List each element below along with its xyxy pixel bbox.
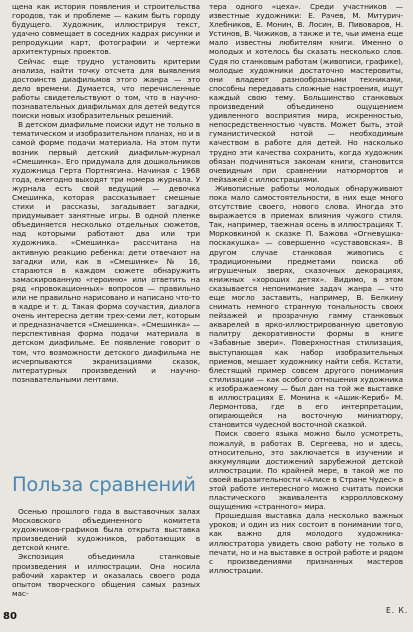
right-paragraph-1: тера одного «цеха». Среди участников — известные художники: Е. Рачев, М. Митурич-Хлебников, Е. Монин, В. Лосин, В. Пивоваров, Н. Устинов, В. Чижиков, а также и те, чьи имена еще мало известны любителям книги. Именно о молодых и хотелось бы сказать несколько слов. Судя по станковым работам (живописи, графике), молодые художники достаточно мастеровиты, они владеют разнообразными техниками, способны передавать сложные настроения, ищут каждый свою тему. Большинство станковых произведений объединено ощущением удивленного восприятия мира, искренностью, непосредственностью чувств. Может быть, этой гуманистической нотой — необходимым качеством в работе для детей. Но насколько трудно эти качества сохранить, когда художник обязан подчиняться законам книги, становится очевидным при сравнении натюрмортов и пейзажей с иллюстрациями. [209,2,403,184]
article-headline: Польза сравнений [12,473,196,496]
lower-left-column [12,507,200,598]
left-paragraph-3: В детском диафильме поиски идут не только в тематическом и изобразительном планах, но и в самой форме подачи материала. На этом пути возник первый детский диафильм-журнал «Смешинка». Его придумала для дошкольников художница Герта Портнягина. Начиная с 1968 года, ежегодно выходят три номера журнала. У журнала есть свой ведущий — девочка Смешинка, которая рассказывает смешные стихи и рассказы, загадывает загадки, придумывает занятные игры. В одной пленке объединяется несколько отдельных сюжетов, над которыми работают два или три художника. «Смешинка» рассчитана на активную реакцию ребенка: дети отвечают на загадки или, как в «Смешинке» № 16, стараются в каждом сюжете обнаружить замаскированную «героиню» или ответить на ряд «провокационных» вопросов — правильно или не правильно нарисовано и написано что-то в кадре и т. д. Такая форма соучастия, диалога очень интересна детям трех-семи лет, которым и предназначается «Смешинка». «Смешинка» — перспективная форма подачи материала в детском диафильме. Ее появление говорит о том, что возможности детского диафильма не исчерпываются экранизациями сказок, литературных произведений и научно-познавательными лентами. [12,120,200,384]
lower-paragraph-1: Осенью прошлого года в выставочных залах Московского объединенного комитета художников-графиков была открыта выставка произведений художников, работающих в детской книге. [12,507,200,553]
right-paragraph-3: Поиск своего языка можно было усмотреть, пожалуй, в работах В. Сергеева, но и здесь, относительно, это заключается в изучении и аккумуляции достижений зарубежной детской иллюстрации. По крайней мере, в такой же по своей выразительности «Алисе в Стране Чудес» в этой работе интересного можно считать поиски пластического эквивалента кэрролловскому ощущению «странного» мира. [209,429,403,512]
left-paragraph-1: щена как история появления и строительства городов, так и проблеме — каким быть городу будущего. Художник, иллюстрируя текст, удачно совмещает в соседних кадрах рисунки и репродукции карт, фотографии и чертежи архитектурных проектов. [12,2,200,57]
left-paragraph-2: Сейчас еще трудно установить критерии анализа, найти точку отсчета для выявления достоинств диафильмов этого жанра — это дело времени. Думается, что перечисленные работы свидетельствуют о том, что в научно-познавательных диафильмах для детей ведутся поиски новых изобразительных решений. [12,56,200,121]
author-signature: Е. К. [386,606,409,615]
page-number: 80 [3,611,17,622]
right-paragraph-2: Живописные работы молодых обнаруживают пока мало самостоятельности, в них еще много отсутствие своего, нового слова. Иногда это выражается в приемах влияния чужого стиля. Так, например, таежная осень в иллюстрациях Т. Морковкиной к сказке П. Бажова «Огневушка-поскакушка» — совершенно «суставовская». В другом случае станковая живопись с традиционными предметами поиска об игрушечных зверях, сказочных декорациях, книжных «хороших детях». Видимо, в этом сказывается непонимание задач жанра — что еще могло заставить, например, В. Белкину снимать немного странную тональность своих пейзажей и прозрачную гамму станковых акварелей в ярко-иллюстрированную цветовую палитру декоративности формы в книге «Забавные звери». Поверхностная стилизация, выступающая как набор изобразительных приемов, мешает художнику найти себя. Кстати, блестящий пример совсем другого понимания стилизации — как особого отношения художника к изображаемому — был дан на той же выставке в иллюстрациях Е. Монина к «Ашик-Кериб» М. Лермонтова, где в его интерпретации, опирающейся на восточную миниатюру, становится чудесной восточной сказкой. [209,183,403,430]
right-column [209,2,403,575]
lower-paragraph-2: Экспозиция объединила станковые произведения и иллюстрации. Она носила рабочий характер и оказалась своего рода опытом творческого общения самых разных мас- [12,552,200,598]
right-paragraph-4: Прошедшая выставка дала несколько важных уроков; и один из них состоит в понимании того, как важно для молодого художника-иллюстратора увидеть свою работу не только в печати, но и на выставке в острой работе и рядом с произведениями признанных мастеров иллюстрации. [209,511,403,575]
left-column [12,2,200,384]
